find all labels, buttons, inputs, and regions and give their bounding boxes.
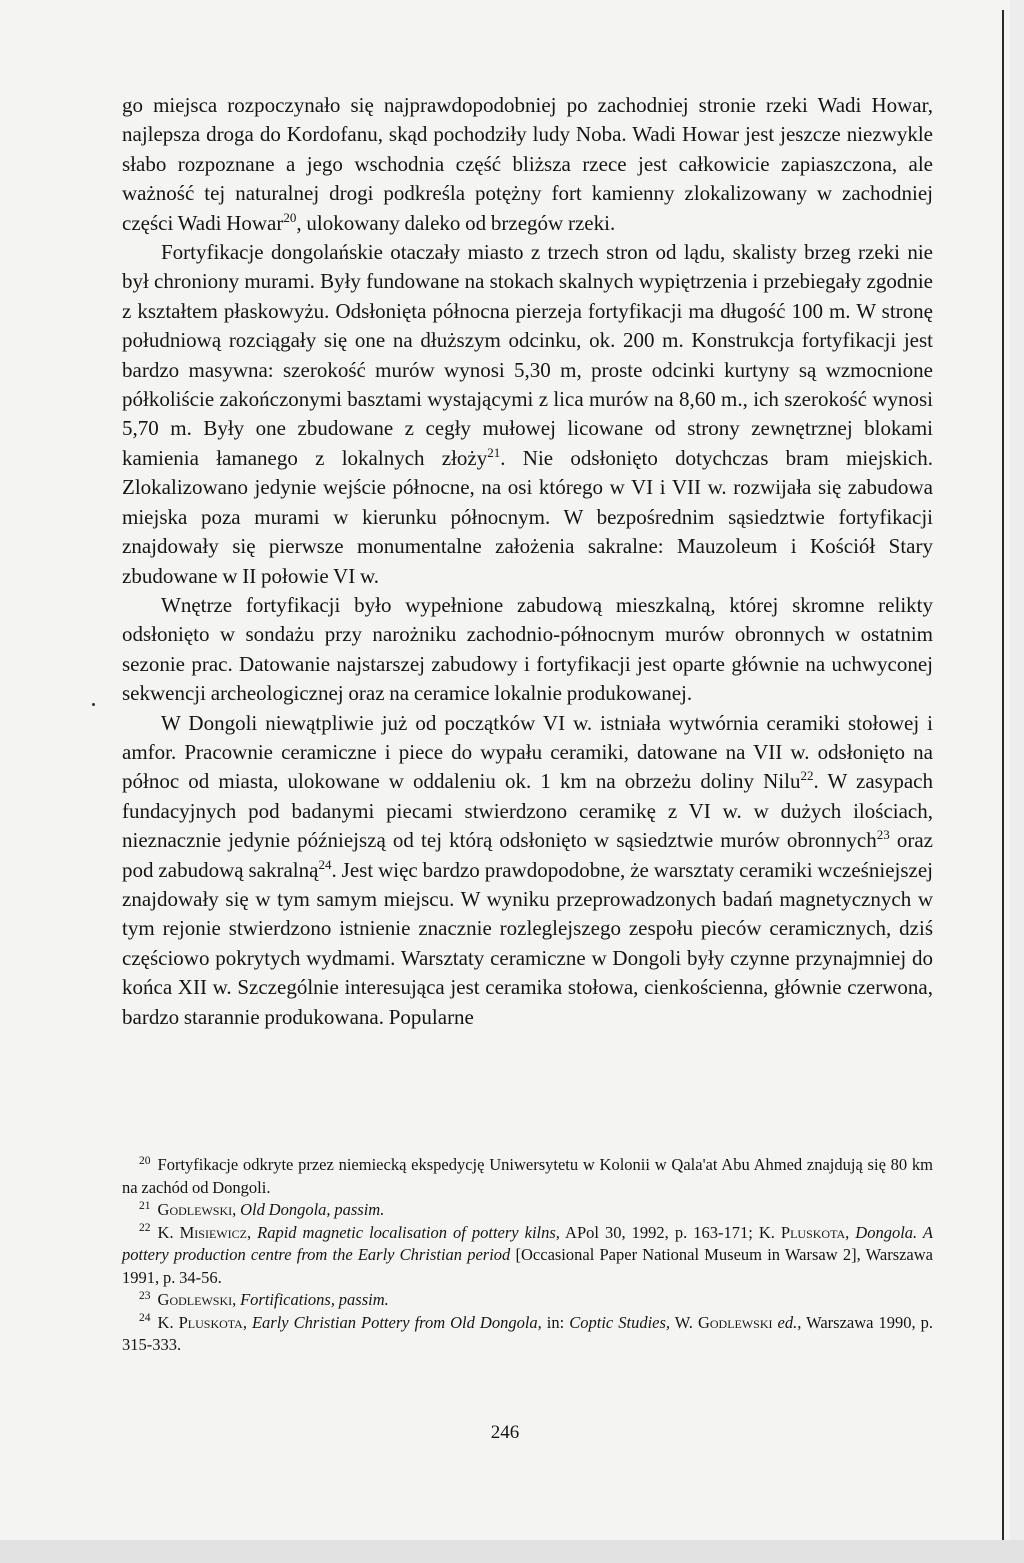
author-name: Godlewski bbox=[157, 1290, 233, 1309]
text-run: W. bbox=[670, 1312, 698, 1332]
margin-speck bbox=[92, 703, 95, 706]
paragraph bbox=[122, 238, 933, 591]
page-number: 246 bbox=[490, 1422, 520, 1443]
footnote-ref: 22 bbox=[800, 768, 814, 784]
text-run: APol 30, 1992, p. 163-171; K. bbox=[559, 1222, 781, 1242]
footnote bbox=[122, 1154, 933, 1199]
author-name: Godlewski bbox=[697, 1312, 773, 1332]
author-name: Pluskota bbox=[780, 1222, 846, 1242]
footnote-number: 21 bbox=[139, 1199, 151, 1212]
footnote-number: 20 bbox=[139, 1154, 151, 1167]
italic-title: Dongola. A pottery production centre from the Early Christian period bbox=[122, 1222, 933, 1264]
footnotes bbox=[122, 1154, 933, 1357]
paragraph bbox=[122, 91, 933, 238]
text-run: [Occasional Paper National Museum in Warsaw 2], Warszawa 1991, p. 34-56. bbox=[122, 1245, 933, 1287]
footnote-ref: 20 bbox=[283, 209, 297, 225]
text-run: . Jest więc bardzo prawdopodobne, że warsztaty ceramiki wcześniejszej znajdowały się w tym samym miejscu. W wyniku przeprowadzonych badań magnetycznych w tym rejonie stwierdzono istnienie znacznie rozleglejszego zespołu pieców ceramicznych, dziś częściowo pokrytych wydmami. Warsztaty ceramiczne w Dongoli były czynne przynajmniej do końca XII w. Szczególnie interesująca jest ceramika stołowa, cienkościenna, głównie czerwona, bardzo starannie produkowana. Popularne bbox=[122, 857, 933, 1029]
text-run: Fortyfikacje dongolańskie otaczały miasto z trzech stron od lądu, skalisty brzeg rzeki nie był chroniony murami. Były fundowane na stokach skalnych wypiętrzenia i przebiegały zgodnie z kształtem płaskowyżu. Odsłonięta północna pierzeja fortyfikacji ma długość 100 m. W stronę południową rozciągały się one na dłuższym odcinku, ok. 200 m. Konstrukcja fortyfikacji jest bardzo masywna: szerokość murów wynosi 5,30 m, proste odcinki kurtyny są wzmocnione półkoliście zakończonymi basztami wystającymi z lica murów na 8,60 m., ich szerokość wynosi 5,70 m. Były one zbudowane z cegły mułowej licowane od strony zewnętrznej blokami kamienia łamanego z lokalnych złoży bbox=[122, 240, 933, 470]
text-run: , bbox=[246, 1222, 258, 1242]
italic-title: Coptic Studies, bbox=[569, 1312, 671, 1332]
text-run: W Dongoli niewątpliwie już od początków VI w. istniała wytwórnia ceramiki stołowej i amfor. Pracownie ceramiczne i piece do wypału ceramiki, datowane na VII w. odsłonięto na północ od miasta, ulokowane w oddaleniu ok. 1 km na obrzeżu doliny Nilu bbox=[122, 710, 933, 794]
text-run: , ulokowany daleko od brzegów rzeki. bbox=[296, 210, 616, 235]
footnote-ref: 24 bbox=[318, 856, 332, 872]
footnote-number: 23 bbox=[139, 1289, 151, 1302]
italic-title: Old Dongola, passim. bbox=[240, 1200, 385, 1219]
scan-border bbox=[0, 1540, 1024, 1563]
footnote bbox=[122, 1312, 933, 1357]
text-run: K. bbox=[157, 1222, 180, 1242]
text-run: , bbox=[232, 1200, 241, 1219]
text-run: , bbox=[845, 1222, 856, 1242]
text-run: Wnętrze fortyfikacji było wypełnione zabudową mieszkalną, której skromne relikty odsłonięto w sondażu przy narożniku zachodnio-północnym murów obronnych w ostatnim sezonie prac. Datowanie najstarszej zabudowy i fortyfikacji jest oparte głównie na uchwyconej sekwencji archeologicznej oraz na ceramice lokalnie produkowanej. bbox=[122, 592, 933, 706]
footnote bbox=[122, 1199, 933, 1222]
author-name: Godlewski bbox=[157, 1200, 233, 1219]
paragraph bbox=[122, 709, 933, 1032]
text-run: , Warszawa 1990, p. 315-333. bbox=[122, 1312, 933, 1354]
italic-title: Fortifications, passim. bbox=[240, 1290, 389, 1309]
page-edge-line bbox=[1002, 10, 1004, 1540]
author-name: Misiewicz bbox=[179, 1222, 247, 1242]
footnote-number: 22 bbox=[139, 1222, 151, 1234]
footnote-ref: 23 bbox=[876, 827, 890, 843]
footnote-ref: 21 bbox=[487, 444, 501, 460]
text-run: K. bbox=[157, 1312, 179, 1332]
text-run: Fortyfikacje odkryte przez niemiecką ekspedycję Uniwersytetu w Kolonii w Qala'at Abu Ahmed znajdują się 80 km na zachód od Dongoli. bbox=[122, 1155, 933, 1197]
text-run: , bbox=[242, 1312, 252, 1332]
text-run: . W zasypach fundacyjnych pod badanymi piecami stwierdzono ceramikę z VI w. w dużych ilościach, nieznacznie jedynie późniejszą od tej którą odsłonięto w sąsiedztwie murów obronnych bbox=[122, 769, 933, 853]
main-text bbox=[122, 91, 933, 1032]
text-run: in: bbox=[541, 1312, 570, 1332]
text-run: , bbox=[232, 1290, 241, 1309]
italic-title: ed. bbox=[777, 1312, 798, 1332]
footnote bbox=[122, 1289, 933, 1312]
italic-title: Early Christian Pottery from Old Dongola, bbox=[251, 1312, 542, 1332]
paragraph bbox=[122, 591, 933, 709]
footnote-number: 24 bbox=[139, 1312, 151, 1324]
italic-title: Rapid magnetic localisation of pottery kilns, bbox=[257, 1222, 560, 1242]
text-run: go miejsca rozpoczynało się najprawdopodobniej po zachodniej stronie rzeki Wadi Howar, najlepsza droga do Kordofanu, skąd pochodziły ludy Noba. Wadi Howar jest jeszcze niezwykle słabo rozpoznane a jego wschodnia część bliższa rzece jest całkowicie zapiaszczona, ale ważność tej naturalnej drogi podkreśla potężny fort kamienny zlokalizowany w zachodniej części Wadi Howar bbox=[122, 93, 933, 235]
text-run: . Nie odsłonięto dotychczas bram miejskich. Zlokalizowano jedynie wejście północne, na osi którego w VI i VII w. rozwijała się zabudowa miejska poza murami w kierunku północnym. W bezpośrednim sąsiedztwie fortyfikacji znajdowały się pierwsze monumentalne założenia sakralne: Mauzoleum i Kościół Stary zbudowane w II połowie VI w. bbox=[122, 445, 933, 588]
author-name: Pluskota bbox=[178, 1312, 243, 1332]
footnote bbox=[122, 1222, 933, 1290]
text-run: oraz pod zabudową sakralną bbox=[122, 828, 933, 882]
